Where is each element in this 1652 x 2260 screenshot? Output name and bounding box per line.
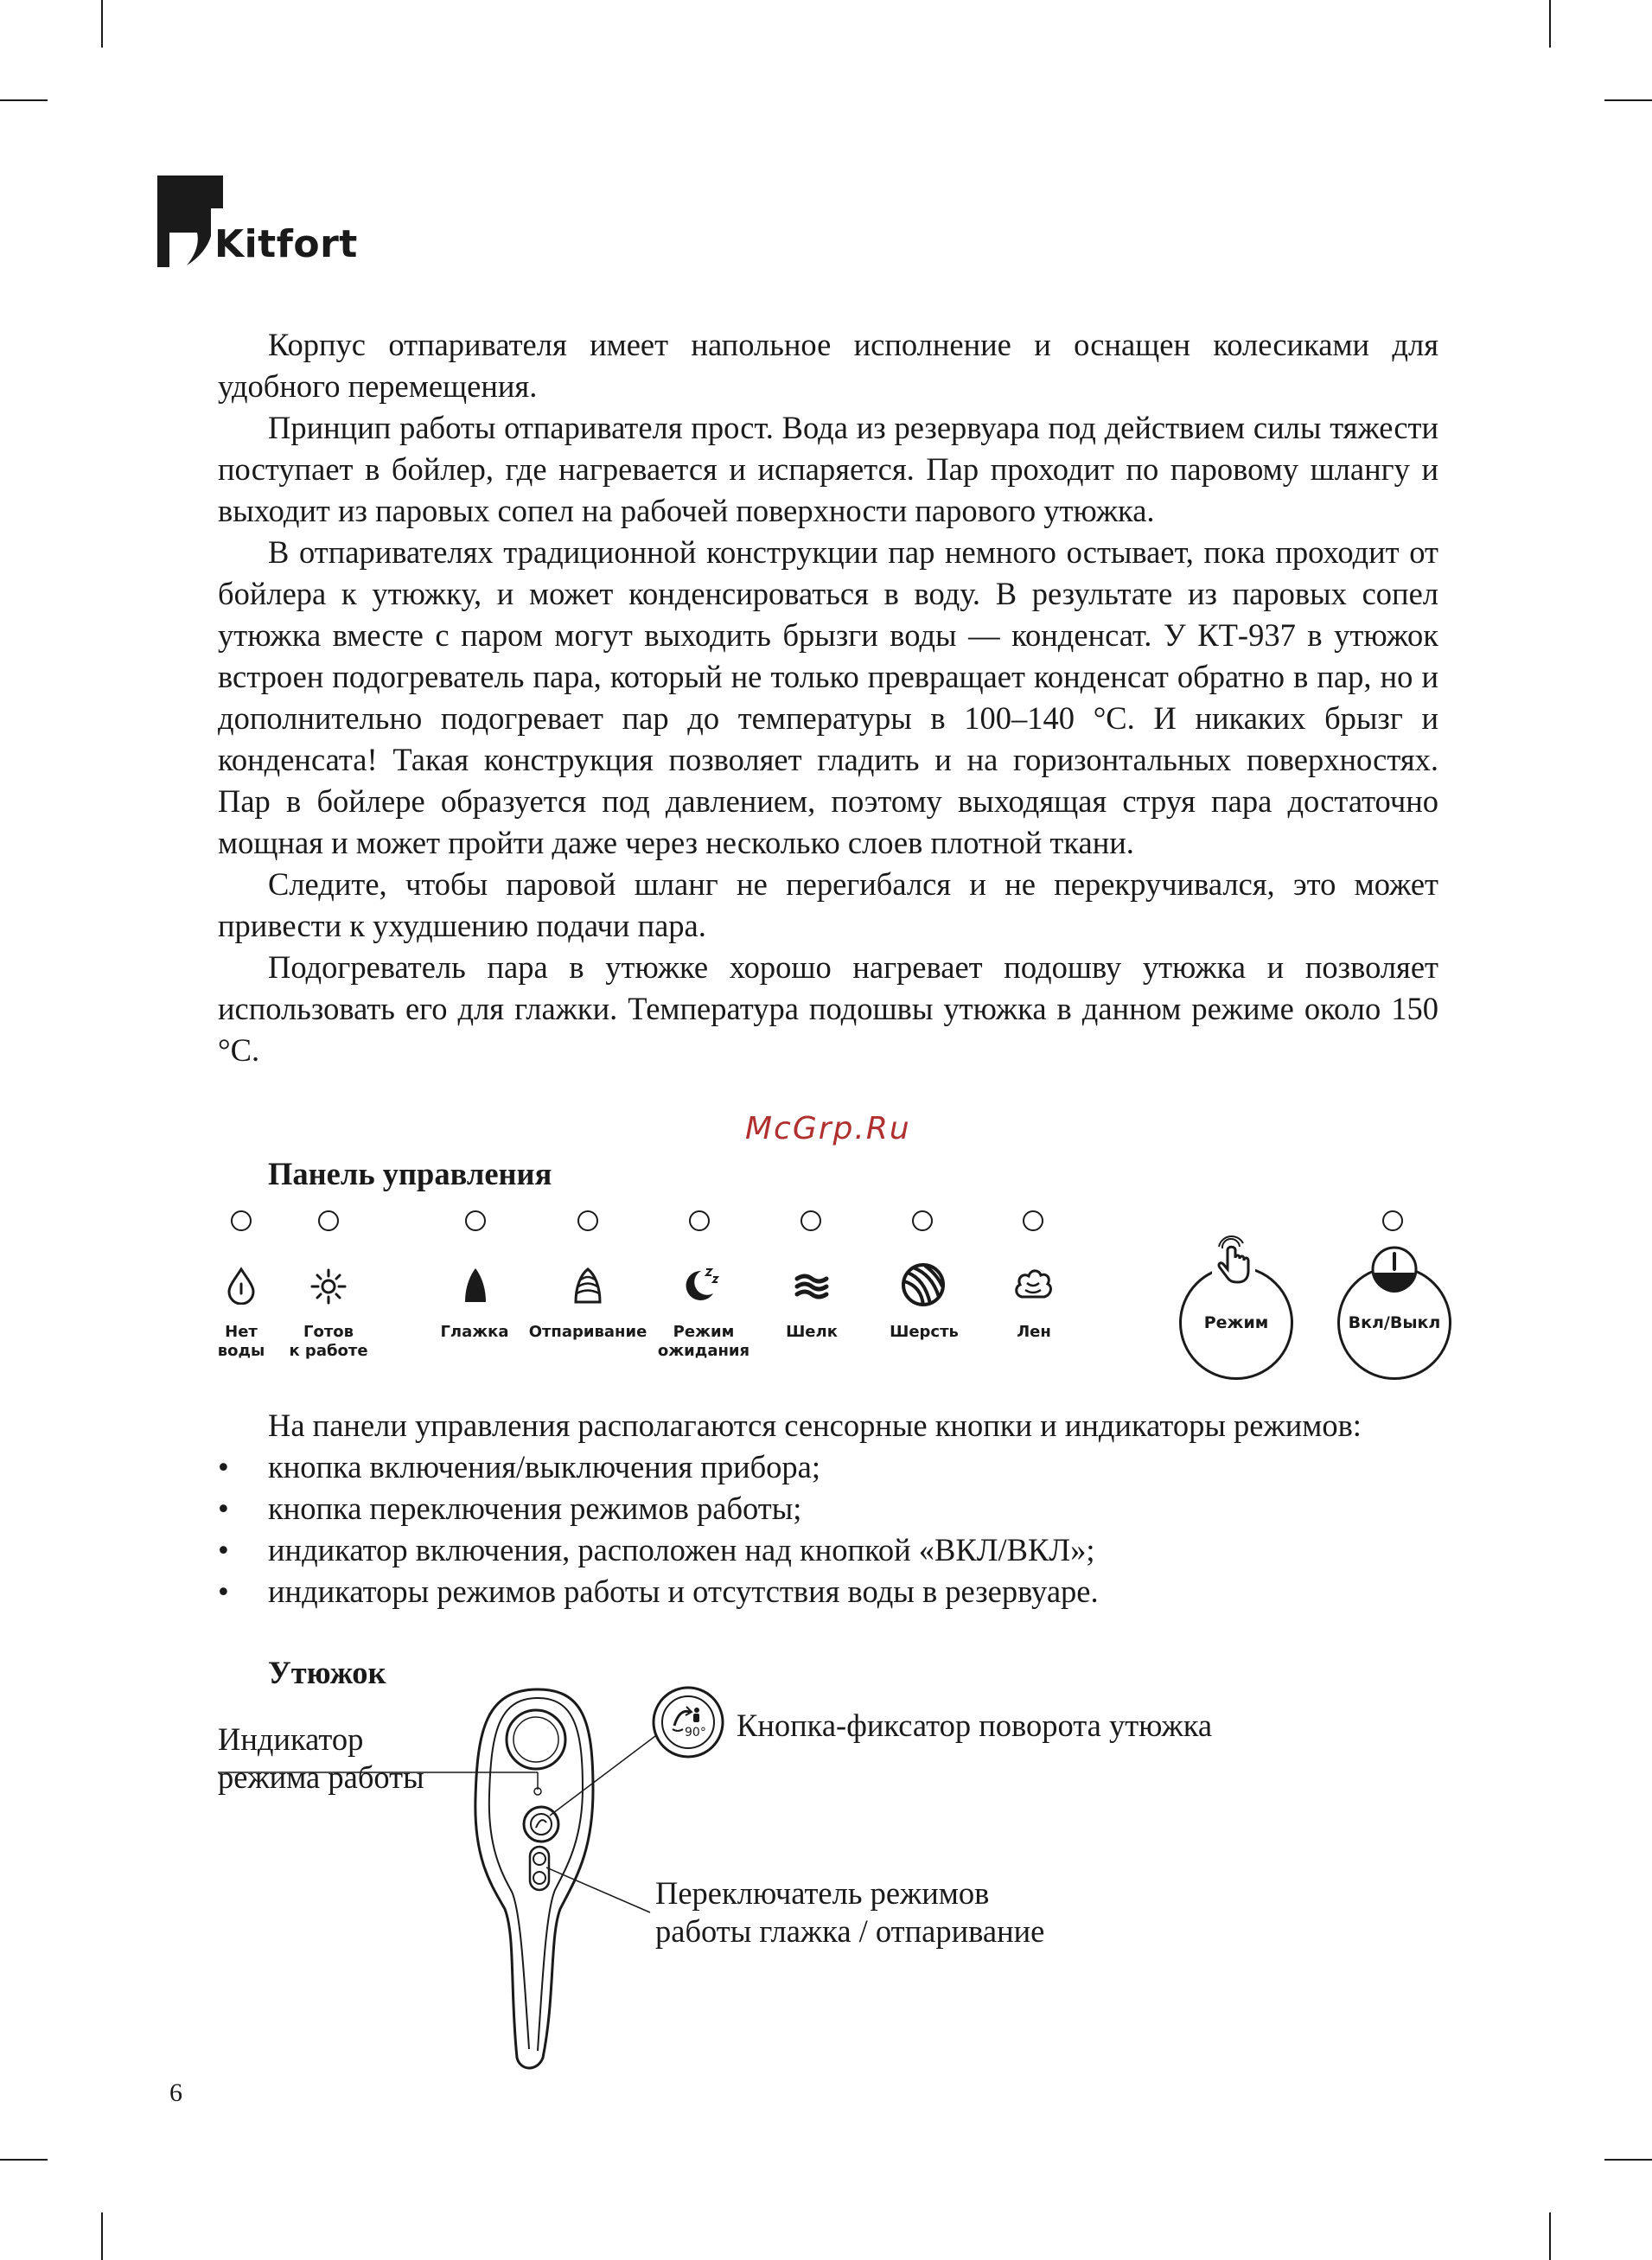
indicator-led: [318, 1210, 339, 1231]
indicator-label-steaming: Отпаривание: [528, 1323, 647, 1341]
indicator-led: [577, 1210, 598, 1231]
indicator-led: [231, 1210, 252, 1231]
bullet-marker: •: [218, 1449, 229, 1484]
indicator-label-ironing: Глажка: [440, 1323, 509, 1341]
crop-mark: [101, 0, 103, 48]
indicator-led: [912, 1210, 933, 1231]
panel-list-intro: На панели управления располагаются сенсорные кнопки и индикаторы режимов:: [268, 1408, 1362, 1443]
iron-icon: [461, 1266, 490, 1306]
wool-icon: [899, 1262, 947, 1309]
leader-line: [550, 1736, 655, 1816]
list-item-text: кнопка переключения режимов работы;: [268, 1491, 802, 1526]
page-number: 6: [169, 2078, 182, 2107]
indicator-label-silk: Шелк: [786, 1323, 838, 1341]
watermark: McGrp.Ru: [745, 1111, 911, 1146]
indicator-led: [800, 1210, 821, 1231]
indicator-led: [689, 1210, 710, 1231]
crop-mark: [101, 2212, 103, 2260]
panel-heading: Панель управления: [268, 1156, 552, 1191]
list-item: [218, 1488, 1099, 1529]
list-item-text: индикаторы режимов работы и отсутствия воды в резервуаре.: [268, 1574, 1099, 1609]
lock-badge: 90°: [685, 1726, 706, 1740]
touch-icon: [1212, 1235, 1255, 1285]
paragraph: Подогреватель пара в утюжке хорошо нагревает подошву утюжка и позволяет использовать его для глажки. Температура подошвы утюжка в данном режиме около 150 °С.: [218, 949, 1438, 1068]
paragraph: В отпаривателях традиционной конструкции пар немного остывает, пока проходит от бойлера к утюжку, и может конденсироваться в воду. В результате из паровых сопел утюжка вместе с паром могут выходить брызги воды — конденсат. У КТ-937 в утюжок встроен подогреватель пара, который не только превращает конденсат обратно в пар, но и дополнительно подогревает пар до температуры в 100–140 °С. И никаких брызг и конденсата! Такая конструкция позволяет гладить и на горизонтальных поверхностях. Пар в бойлере образуется под давлением, поэтому выходящая струя пара достаточно мощная и может пройти даже через несколько слоев плотной ткани.: [218, 534, 1438, 860]
paragraph: Следите, чтобы паровой шланг не перегибался и не перекручивался, это может привести к ухудшению подачи пара.: [218, 866, 1438, 943]
list-item-text: кнопка включения/выключения прибора;: [268, 1449, 821, 1484]
bullet-marker: •: [218, 1574, 229, 1609]
crop-mark: [1604, 99, 1652, 101]
list-item-text: индикатор включения, расположен над кнопкой «ВКЛ/ВКЛ»;: [268, 1532, 1095, 1567]
steam-icon: [569, 1266, 607, 1306]
indicator-label-wool: Шерсть: [890, 1323, 959, 1341]
brand-name: Kitfort: [214, 222, 358, 266]
indicator-led: [1023, 1210, 1043, 1231]
iron-heading: Утюжок: [268, 1655, 386, 1690]
crop-mark: [1549, 2212, 1551, 2260]
callout-mode-indicator: Индикатор режима работы: [218, 1721, 424, 1795]
callout-rotation-lock: Кнопка-фиксатор поворота утюжка: [737, 1708, 1213, 1743]
indicator-label-standby: Режим ожидания: [657, 1323, 750, 1360]
water-drop-icon: [225, 1267, 258, 1305]
bullet-marker: •: [218, 1532, 229, 1567]
indicator-label-linen: Лен: [1017, 1323, 1051, 1341]
list-item: [218, 1446, 1099, 1488]
mode-button-label: Режим: [1203, 1313, 1269, 1332]
linen-icon: [1011, 1264, 1055, 1304]
power-icon: [1370, 1245, 1419, 1293]
iron-handheld-drawing: [216, 1677, 735, 2075]
crop-mark: [1549, 0, 1551, 48]
list-item: [218, 1571, 1099, 1612]
sun-icon: [309, 1267, 348, 1306]
crop-mark: [0, 2159, 48, 2161]
body-text: [218, 324, 1438, 1071]
indicator-label-ready: Готов к работе: [289, 1323, 368, 1360]
moon-icon: [679, 1264, 720, 1306]
bullet-marker: •: [218, 1491, 229, 1526]
power-indicator-led: [1382, 1210, 1403, 1231]
callout-mode-switch: Переключатель режимов работы глажка / отпаривание: [655, 1875, 1045, 1949]
crop-mark: [1604, 2159, 1652, 2161]
silk-icon: [793, 1271, 831, 1302]
indicator-label-no-water: Нет воды: [217, 1323, 265, 1360]
paragraph: Принцип работы отпаривателя прост. Вода из резервуара под действием силы тяжести поступает в бойлер, где нагревается и испаряется. Пар проходит по паровому шлангу и выходит из паровых сопел на рабочей поверхности парового утюжка.: [218, 410, 1438, 528]
list-item: [218, 1529, 1099, 1571]
panel-features-list: [218, 1446, 1099, 1612]
indicator-led: [465, 1210, 486, 1231]
crop-mark: [0, 99, 48, 101]
paragraph: Корпус отпаривателя имеет напольное исполнение и оснащен колесиками для удобного перемещения.: [218, 327, 1438, 404]
power-button-label: Вкл/Выкл: [1348, 1313, 1441, 1332]
